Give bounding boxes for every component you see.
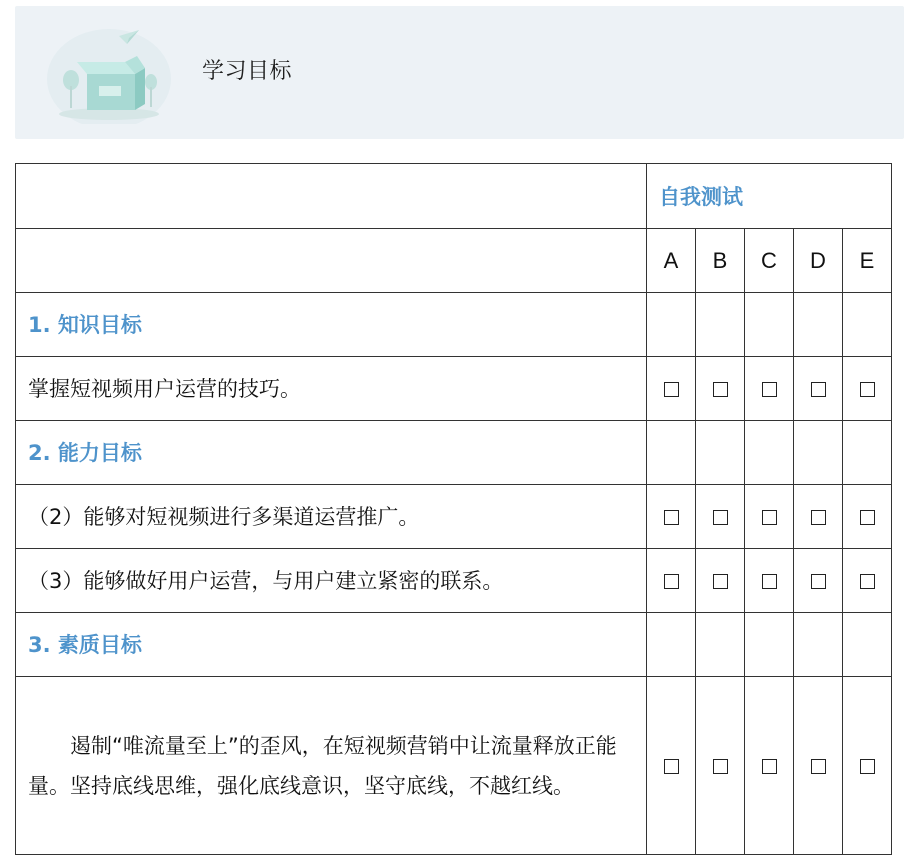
options-header-row [16,229,892,293]
section-heading: 3. 素质目标 [16,613,647,677]
checkbox-cell [794,549,843,613]
checkbox-a[interactable] [664,574,679,589]
section-row [16,421,892,485]
checkbox-cell [843,677,892,855]
table-header-row [16,164,892,229]
goal-row [16,677,892,855]
checkbox-cell [794,357,843,421]
empty-options-cell [16,229,647,293]
checkbox-cell [647,485,696,549]
option-header: B [696,229,745,293]
empty-header-cell [16,164,647,229]
checkbox-cell [745,485,794,549]
checkbox-cell [843,485,892,549]
empty-cell [696,613,745,677]
checkbox-cell [647,549,696,613]
empty-cell [794,613,843,677]
goal-row [16,357,892,421]
page-title: 学习目标 [202,59,293,84]
empty-cell [696,293,745,357]
empty-cell [745,293,794,357]
section-heading: 2. 能力目标 [16,421,647,485]
goal-text: （3）能够做好用户运营，与用户建立紧密的联系。 [16,549,647,613]
checkbox-b[interactable] [713,759,728,774]
checkbox-cell [745,357,794,421]
self-test-heading: 自我测试 [647,164,892,229]
goal-row [16,549,892,613]
self-test-table [15,163,892,855]
checkbox-cell [794,677,843,855]
checkbox-e[interactable] [860,382,875,397]
option-header: A [647,229,696,293]
checkbox-b[interactable] [713,574,728,589]
checkbox-a[interactable] [664,510,679,525]
empty-cell [696,421,745,485]
checkbox-cell [647,677,696,855]
empty-cell [647,293,696,357]
checkbox-cell [794,485,843,549]
checkbox-d[interactable] [811,510,826,525]
empty-cell [794,421,843,485]
empty-cell [647,613,696,677]
open-box-with-paper-plane-icon [39,24,179,124]
checkbox-cell [696,549,745,613]
checkbox-cell [696,485,745,549]
section-heading: 1. 知识目标 [16,293,647,357]
checkbox-e[interactable] [860,510,875,525]
empty-cell [843,613,892,677]
checkbox-cell [647,357,696,421]
goal-text: 遏制“唯流量至上”的歪风，在短视频营销中让流量释放正能量。坚持底线思维，强化底线意识，坚守底线，不越红线。 [16,677,647,855]
option-header: D [794,229,843,293]
option-header: E [843,229,892,293]
option-header: C [745,229,794,293]
checkbox-e[interactable] [860,759,875,774]
checkbox-c[interactable] [762,574,777,589]
checkbox-a[interactable] [664,382,679,397]
checkbox-cell [745,549,794,613]
checkbox-d[interactable] [811,382,826,397]
checkbox-e[interactable] [860,574,875,589]
checkbox-cell [696,357,745,421]
checkbox-d[interactable] [811,759,826,774]
checkbox-c[interactable] [762,510,777,525]
checkbox-cell [843,549,892,613]
checkbox-c[interactable] [762,382,777,397]
goal-text: （2）能够对短视频进行多渠道运营推广。 [16,485,647,549]
empty-cell [794,293,843,357]
empty-cell [843,421,892,485]
checkbox-a[interactable] [664,759,679,774]
section-row [16,293,892,357]
checkbox-cell [745,677,794,855]
checkbox-c[interactable] [762,759,777,774]
empty-cell [745,421,794,485]
empty-cell [745,613,794,677]
section-row [16,613,892,677]
checkbox-cell [843,357,892,421]
checkbox-b[interactable] [713,510,728,525]
checkbox-d[interactable] [811,574,826,589]
learning-goals-header [15,6,904,139]
empty-cell [843,293,892,357]
empty-cell [647,421,696,485]
goal-text: 掌握短视频用户运营的技巧。 [16,357,647,421]
checkbox-b[interactable] [713,382,728,397]
checkbox-cell [696,677,745,855]
goal-row [16,485,892,549]
